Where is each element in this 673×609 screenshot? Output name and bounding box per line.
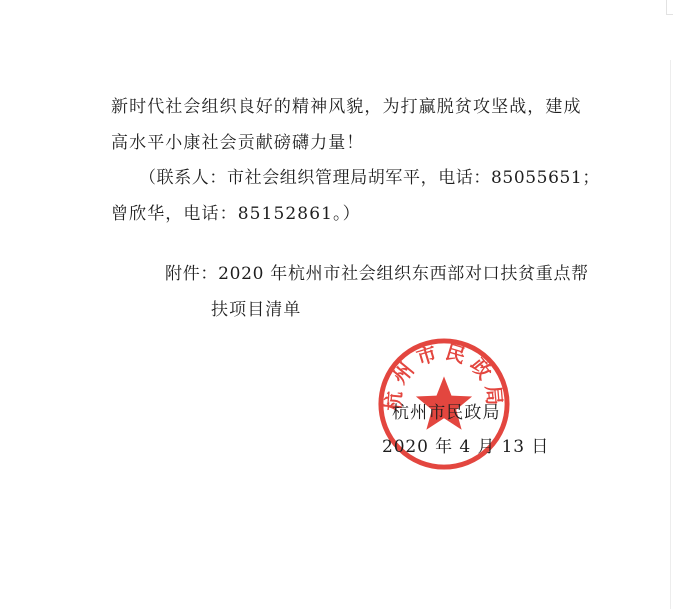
signature-date: 2020 年 4 月 13 日: [382, 437, 550, 457]
seal-text: 杭州市民政局: [380, 339, 508, 413]
signature-org: 杭州市民政局: [392, 403, 501, 423]
body-line-1: 新时代社会组织良好的精神风貌，为打赢脱贫攻坚战，建成: [111, 97, 582, 117]
body-line-2: 高水平小康社会贡献磅礴力量！: [111, 133, 365, 153]
attachment-line-1: 附件：2020 年杭州市社会组织东西部对口扶贫重点帮: [165, 264, 589, 284]
attachment-line-2: 扶项目清单: [211, 300, 302, 320]
page-edge-line: [670, 60, 671, 609]
contact-line-2: 曾欣华，电话：85152861。）: [111, 204, 361, 224]
contact-line-1: （联系人：市社会组织管理局胡军平，电话：85055651；: [139, 168, 600, 188]
page-corner-mark: [666, 0, 673, 15]
